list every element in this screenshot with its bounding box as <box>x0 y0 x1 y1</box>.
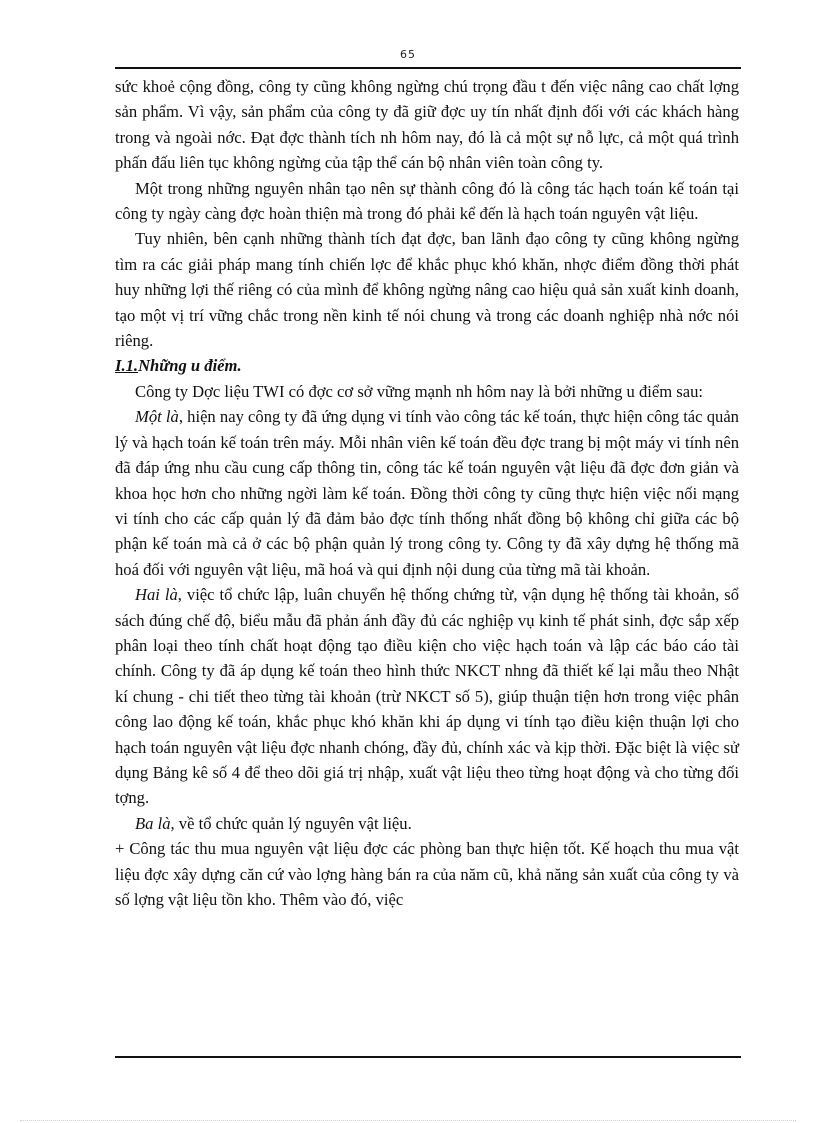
paragraph-5-lead: Một là <box>135 407 179 427</box>
paragraph-7-lead: Ba là, <box>135 813 175 833</box>
paragraph-7 <box>115 811 739 836</box>
paragraph-1: sức khoẻ cộng đồng, công ty cũng không ngừng chú trọng đầu t đến việc nâng cao chất lợng sản phẩm. Vì vậy, sản phẩm của công ty đã giữ đợc uy tín nhất định đối với các khách hàng trong và ngoài nớc. Đạt đợc thành tích nh hôm nay, đó là cả một sự nỗ lực, cả một quá trình phấn đấu liên tục không ngừng của tập thể cán bộ nhân viên toàn công ty. <box>115 77 739 173</box>
footer-rule <box>115 1056 741 1058</box>
section-heading-number: I.1. <box>115 356 139 376</box>
paragraph-5 <box>115 404 739 582</box>
page-number: 65 <box>400 48 416 61</box>
paragraph-6-text: , việc tổ chức lập, luân chuyển hệ thống chứng từ, vận dụng hệ thống tài khoản, sổ sách đúng chế độ, biểu mẫu đã phản ánh đầy đủ các nghiệp vụ kinh tế phát sinh, đợc sắp xếp phân loại theo tính chất hoạt động tạo điều kiện cho việc hạch toán và lập các báo cáo tài chính. Công ty đã áp dụng kế toán theo hình thức NKCT nhng đã thiết kế lại mẫu theo Nhật kí chung - chi tiết theo từng tài khoản (trừ NKCT số 5), giúp thuận tiện hơn trong việc phân công lao động kế toán, khắc phục khó khăn khi áp dụng vi tính tạo điều kiện thuận lợi cho hạch toán nguyên vật liệu đợc nhanh chóng, đầy đủ, chính xác và kịp thời. Đặc biệt là việc sử dụng Bảng kê số 4 để theo dõi giá trị nhập, xuất vật liệu theo từng hoạt động và cho từng đối tợng. <box>115 585 739 808</box>
paragraph-5-text: , hiện nay công ty đã ứng dụng vi tính vào công tác kế toán, thực hiện công tác quản lý và hạch toán kế toán trên máy. Mỗi nhân viên kế toán đều đợc trang bị một máy vi tính nên đã đáp ứng nhu cầu cung cấp thông tin, công tác kế toán nguyên vật liệu đã đợc đơn giản và khoa học hơn cho những ngời làm kế toán. Đồng thời công ty cũng thực hiện việc nối mạng vi tính cho các cấp quản lý đã đảm bảo đợc tính thống nhất đồng bộ không chỉ giữa các bộ phận kế toán mà cả ở các bộ phận quản lý trong công ty. Công ty đã xây dựng hệ thống mã hoá đối với nguyên vật liệu, mã hoá và qui định nội dung của từng mã tài khoản. <box>115 407 739 579</box>
paragraph-6-lead: Hai là <box>135 585 178 605</box>
paragraph-2: Một trong những nguyên nhân tạo nên sự thành công đó là công tác hạch toán kế toán tại công ty ngày càng đợc hoàn thiện mà trong đó phải kể đến là hạch toán nguyên vật liệu. <box>115 178 739 224</box>
header-rule <box>115 67 741 69</box>
section-heading <box>115 353 739 378</box>
section-heading-text: Những u điểm. <box>138 356 242 376</box>
paragraph-4: Công ty Dợc liệu TWI có đợc cơ sở vững mạnh nh hôm nay là bởi những u điểm sau: <box>135 381 704 401</box>
paragraph-8: + Công tác thu mua nguyên vật liệu đợc các phòng ban thực hiện tốt. Kế hoạch thu mua vật liệu đợc xây dựng căn cứ vào lợng hàng bán ra của năm cũ, khả năng sản xuất của công ty và số lợng vật liệu tồn kho. Thêm vào đó, việc <box>115 839 739 909</box>
page-edge-dotted-line <box>20 1120 796 1121</box>
paragraph-7-text: về tổ chức quản lý nguyên vật liệu. <box>174 813 412 833</box>
document-body <box>115 74 739 912</box>
paragraph-3: Tuy nhiên, bên cạnh những thành tích đạt đợc, ban lãnh đạo công ty cũng không ngừng tìm ra các giải pháp mang tính chiến lợc để khắc phục khó khăn, nhợc điểm đồng thời phát huy những lợi thế riêng có của mình để không ngừng nâng cao hiệu quả sản xuất kinh doanh, tạo một vị trí vững chắc trong nền kinh tế nói chung và trong các doanh nghiệp nhà nớc nói riêng. <box>115 229 739 351</box>
paragraph-6 <box>115 582 739 811</box>
